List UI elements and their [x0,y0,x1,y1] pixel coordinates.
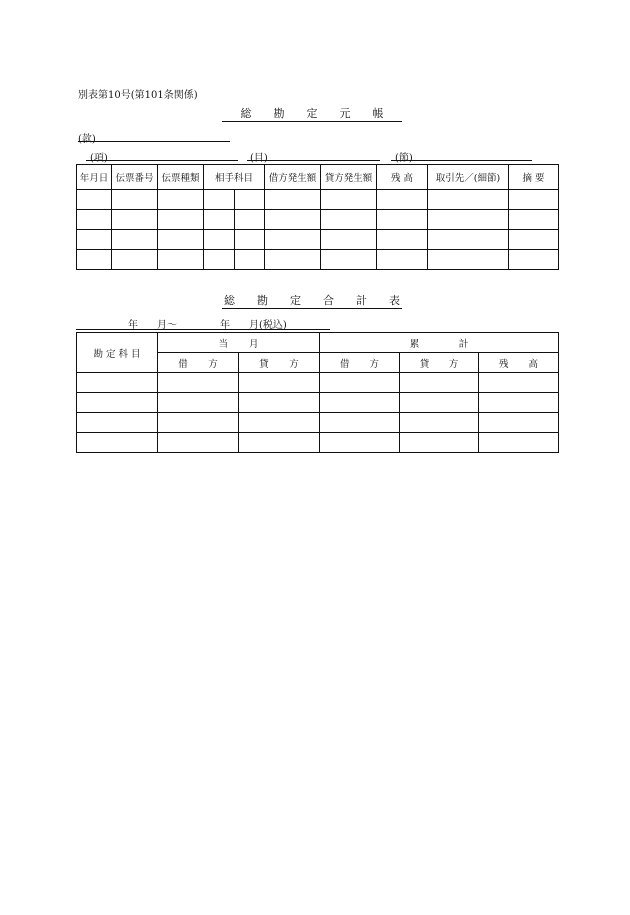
trial-cell[interactable] [239,413,320,433]
trial-table [76,332,559,453]
ledger-cell[interactable] [235,250,265,270]
ledger-cell[interactable] [112,210,158,230]
period-month-1: 月～ [157,320,177,331]
ledger-cell[interactable] [265,230,321,250]
period-year-2: 年 [220,320,230,331]
trial-cell[interactable] [158,393,239,413]
header-client: 取引先／(細節) [428,165,509,190]
trial-cell[interactable] [77,433,158,453]
trial-cell[interactable] [239,433,320,453]
ledger-cell[interactable] [321,230,377,250]
ledger-cell[interactable] [112,230,158,250]
trial-cell[interactable] [400,433,479,453]
ledger-cell[interactable] [321,210,377,230]
ledger-cell[interactable] [428,210,509,230]
trial-cell[interactable] [77,393,158,413]
ledger-cell[interactable] [77,230,112,250]
ledger-cell[interactable] [204,190,235,210]
trial-row [77,413,559,433]
trial-cell[interactable] [158,373,239,393]
period-year-1: 年 [128,320,138,331]
ledger-cell[interactable] [509,250,559,270]
trial-cell[interactable] [77,373,158,393]
ledger-cell[interactable] [509,210,559,230]
header-current-credit: 貸 方 [239,353,320,373]
ledger-row [77,190,559,210]
ledger-cell[interactable] [428,190,509,210]
header-debit: 借方発生額 [265,165,321,190]
trial-cell[interactable] [400,413,479,433]
header-balance: 残 高 [377,165,428,190]
ledger-cell[interactable] [377,230,428,250]
trial-cell[interactable] [479,433,559,453]
ledger-cell[interactable] [235,210,265,230]
ledger-title: 総 勘 定 元 帳 [222,105,402,122]
trial-cell[interactable] [320,413,400,433]
ledger-header-row [77,165,559,190]
ledger-cell[interactable] [158,250,204,270]
ledger-cell[interactable] [377,190,428,210]
header-cumulative-b: 計 [458,338,469,350]
field-moku-line[interactable] [247,160,380,161]
ledger-cell[interactable] [321,190,377,210]
ledger-cell[interactable] [77,210,112,230]
header-cumulative-credit: 貸 方 [400,353,479,373]
ledger-cell[interactable] [204,210,235,230]
field-kan: (款) [78,134,96,145]
field-setsu-line[interactable] [391,160,532,161]
header-account: 勘 定 科 目 [77,333,158,373]
ledger-cell[interactable] [509,190,559,210]
header-current-debit: 借 方 [158,353,239,373]
field-moku: (目) [250,153,268,164]
ledger-row [77,250,559,270]
form-id: 別表第10号(第101条関係) [78,90,198,101]
trial-cell[interactable] [320,373,400,393]
trial-title: 総 勘 定 合 計 表 [224,294,400,307]
trial-cell[interactable] [479,373,559,393]
header-cumulative-balance: 残 高 [479,353,559,373]
header-current-a: 当 [218,338,228,350]
ledger-cell[interactable] [77,250,112,270]
ledger-cell[interactable] [428,250,509,270]
ledger-cell[interactable] [77,190,112,210]
ledger-table [76,164,559,270]
trial-cell[interactable] [158,433,239,453]
ledger-cell[interactable] [158,190,204,210]
trial-cell[interactable] [158,413,239,433]
ledger-cell[interactable] [509,230,559,250]
trial-cell[interactable] [77,413,158,433]
ledger-cell[interactable] [112,190,158,210]
trial-cell[interactable] [320,433,400,453]
ledger-cell[interactable] [321,250,377,270]
header-counter-account: 相手科目 [204,165,265,190]
trial-cell[interactable] [479,413,559,433]
header-current-month [158,333,320,353]
ledger-cell[interactable] [377,250,428,270]
trial-cell[interactable] [320,393,400,413]
ledger-cell[interactable] [235,190,265,210]
field-setsu: (節) [395,153,413,164]
ledger-row [77,230,559,250]
ledger-cell[interactable] [377,210,428,230]
field-kou: (項) [90,153,108,164]
ledger-cell[interactable] [158,210,204,230]
trial-cell[interactable] [479,393,559,413]
trial-row [77,393,559,413]
ledger-cell[interactable] [112,250,158,270]
period-month-2: 月(税込) [249,320,287,331]
header-current-b: 月 [248,338,259,350]
ledger-cell[interactable] [204,230,235,250]
header-slip-no: 伝票番号 [112,165,158,190]
trial-row [77,433,559,453]
header-slip-type: 伝票種類 [158,165,204,190]
header-cumulative-debit: 借 方 [320,353,400,373]
trial-header-row-1 [77,333,559,353]
trial-cell[interactable] [239,373,320,393]
field-kan-line[interactable] [78,141,230,142]
ledger-cell[interactable] [265,210,321,230]
header-cumulative-a: 累 [409,338,420,350]
ledger-cell[interactable] [235,230,265,250]
ledger-cell[interactable] [204,250,235,270]
header-summary: 摘 要 [509,165,559,190]
ledger-cell[interactable] [428,230,509,250]
ledger-cell[interactable] [158,230,204,250]
period-line [76,329,330,330]
header-date: 年月日 [77,165,112,190]
trial-cell[interactable] [400,393,479,413]
ledger-cell[interactable] [265,250,321,270]
ledger-cell[interactable] [265,190,321,210]
trial-cell[interactable] [400,373,479,393]
trial-cell[interactable] [239,393,320,413]
trial-row [77,373,559,393]
header-credit: 貸方発生額 [321,165,377,190]
header-cumulative [320,333,559,353]
field-kou-line[interactable] [86,160,238,161]
ledger-row [77,210,559,230]
